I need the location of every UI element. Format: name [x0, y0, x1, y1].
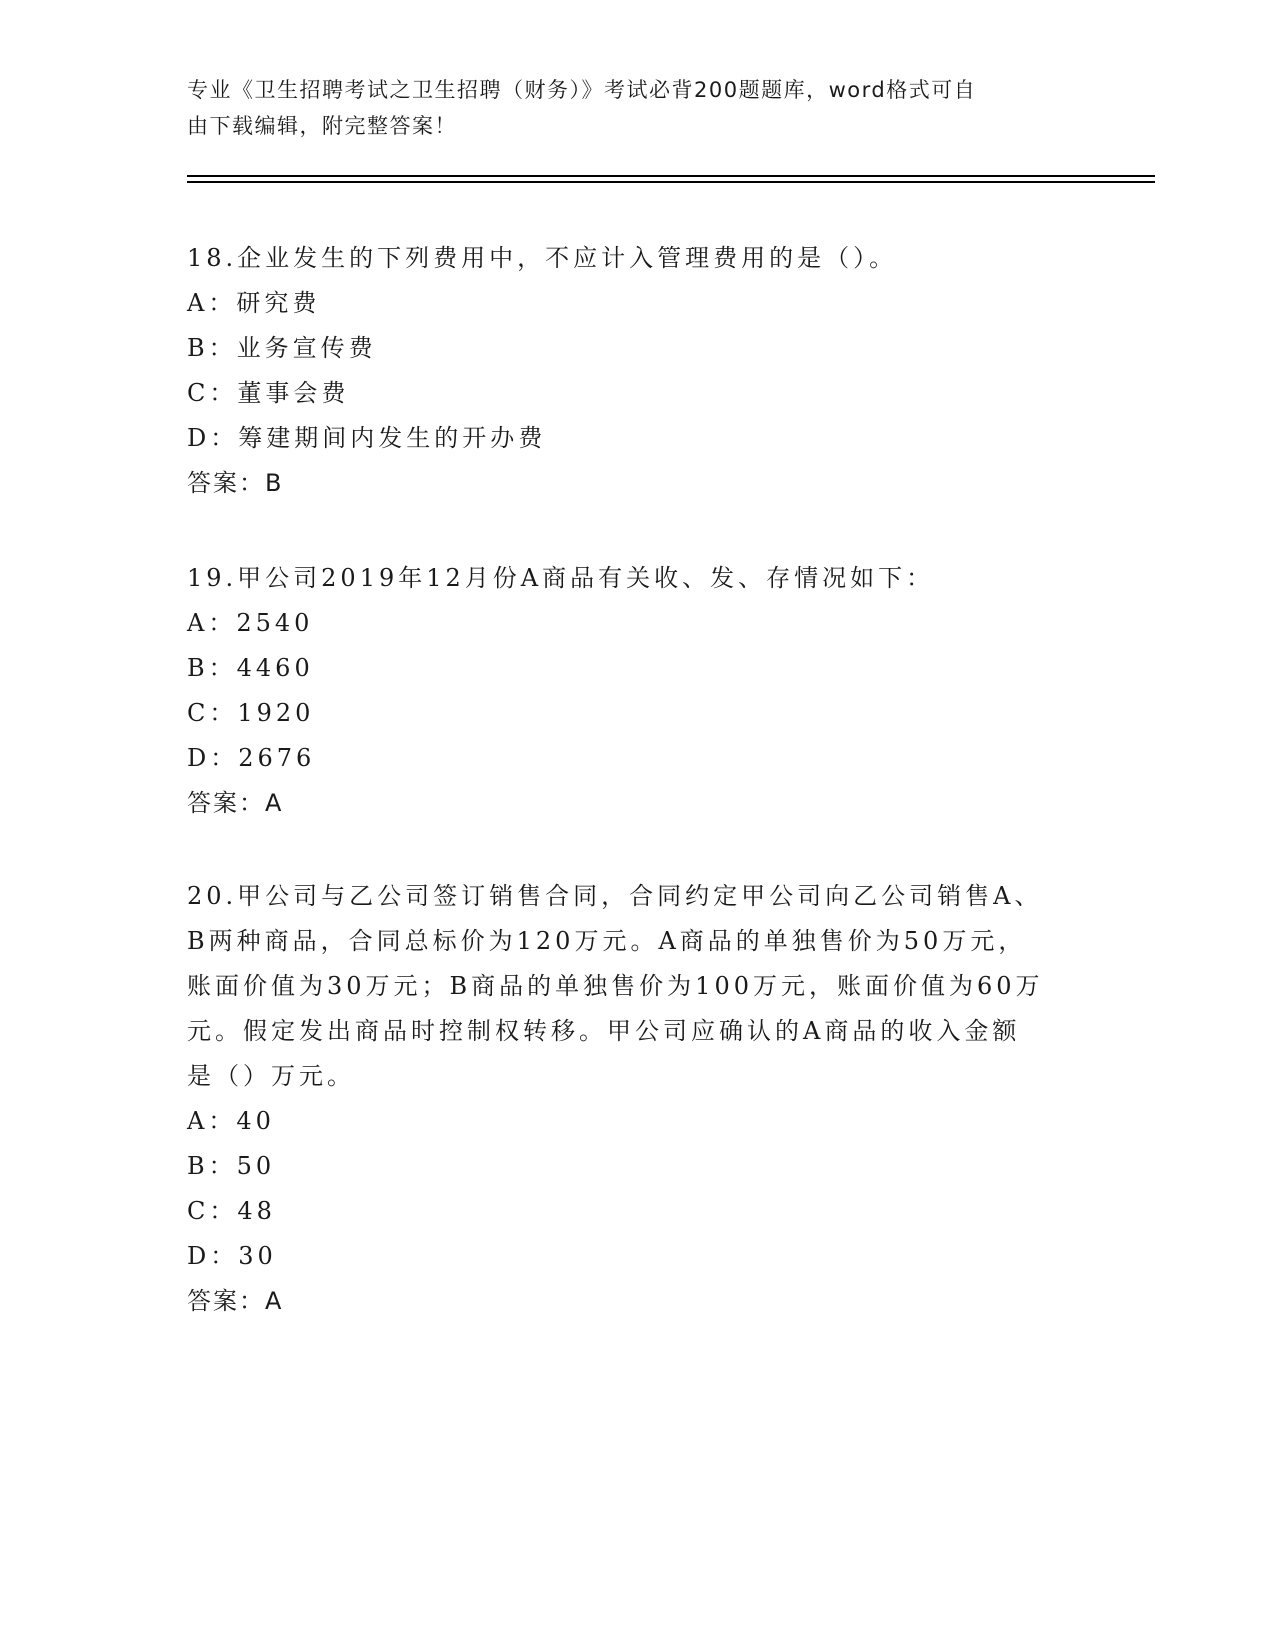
option-c: C：1920	[187, 699, 315, 727]
question-18	[187, 236, 1087, 506]
header-intro-line-2: 由下载编辑，附完整答案！	[187, 114, 457, 138]
header-divider-bottom	[187, 181, 1155, 183]
question-stem-line-5: 是（）万元。	[187, 1062, 355, 1090]
header-intro-line-1: 专业《卫生招聘考试之卫生招聘（财务）》考试必背200题题库，word格式可自	[187, 78, 977, 102]
option-d: D：2676	[187, 744, 316, 772]
answer-line: 答案：A	[187, 789, 284, 817]
option-b: B：50	[187, 1152, 276, 1180]
document-header	[187, 72, 1067, 144]
question-stem-line-2: B两种商品，合同总标价为120万元。A商品的单独售价为50万元，	[187, 927, 1027, 955]
question-stem-line-1: 20.甲公司与乙公司签订销售合同，合同约定甲公司向乙公司销售A、	[187, 882, 1043, 910]
header-divider-top	[187, 175, 1155, 177]
question-stem-line-3: 账面价值为30万元；B商品的单独售价为100万元，账面价值为60万	[187, 972, 1044, 1000]
question-19	[187, 556, 1087, 826]
option-a: A：40	[187, 1107, 275, 1135]
answer-line: 答案：B	[187, 469, 284, 497]
option-c: C：48	[187, 1197, 276, 1225]
answer-line: 答案：A	[187, 1287, 284, 1315]
option-a: A：研究费	[187, 289, 321, 317]
option-b: B：4460	[187, 654, 314, 682]
option-d: D：30	[187, 1242, 277, 1270]
option-c: C：董事会费	[187, 379, 350, 407]
question-stem-line-4: 元。假定发出商品时控制权转移。甲公司应确认的A商品的收入金额	[187, 1017, 1021, 1045]
question-stem: 18.企业发生的下列费用中，不应计入管理费用的是（）。	[187, 244, 898, 272]
option-a: A：2540	[187, 609, 314, 637]
option-d: D：筹建期间内发生的开办费	[187, 424, 547, 452]
question-20	[187, 874, 1087, 1324]
question-stem: 19.甲公司2019年12月份A商品有关收、发、存情况如下：	[187, 564, 935, 592]
option-b: B：业务宣传费	[187, 334, 377, 362]
